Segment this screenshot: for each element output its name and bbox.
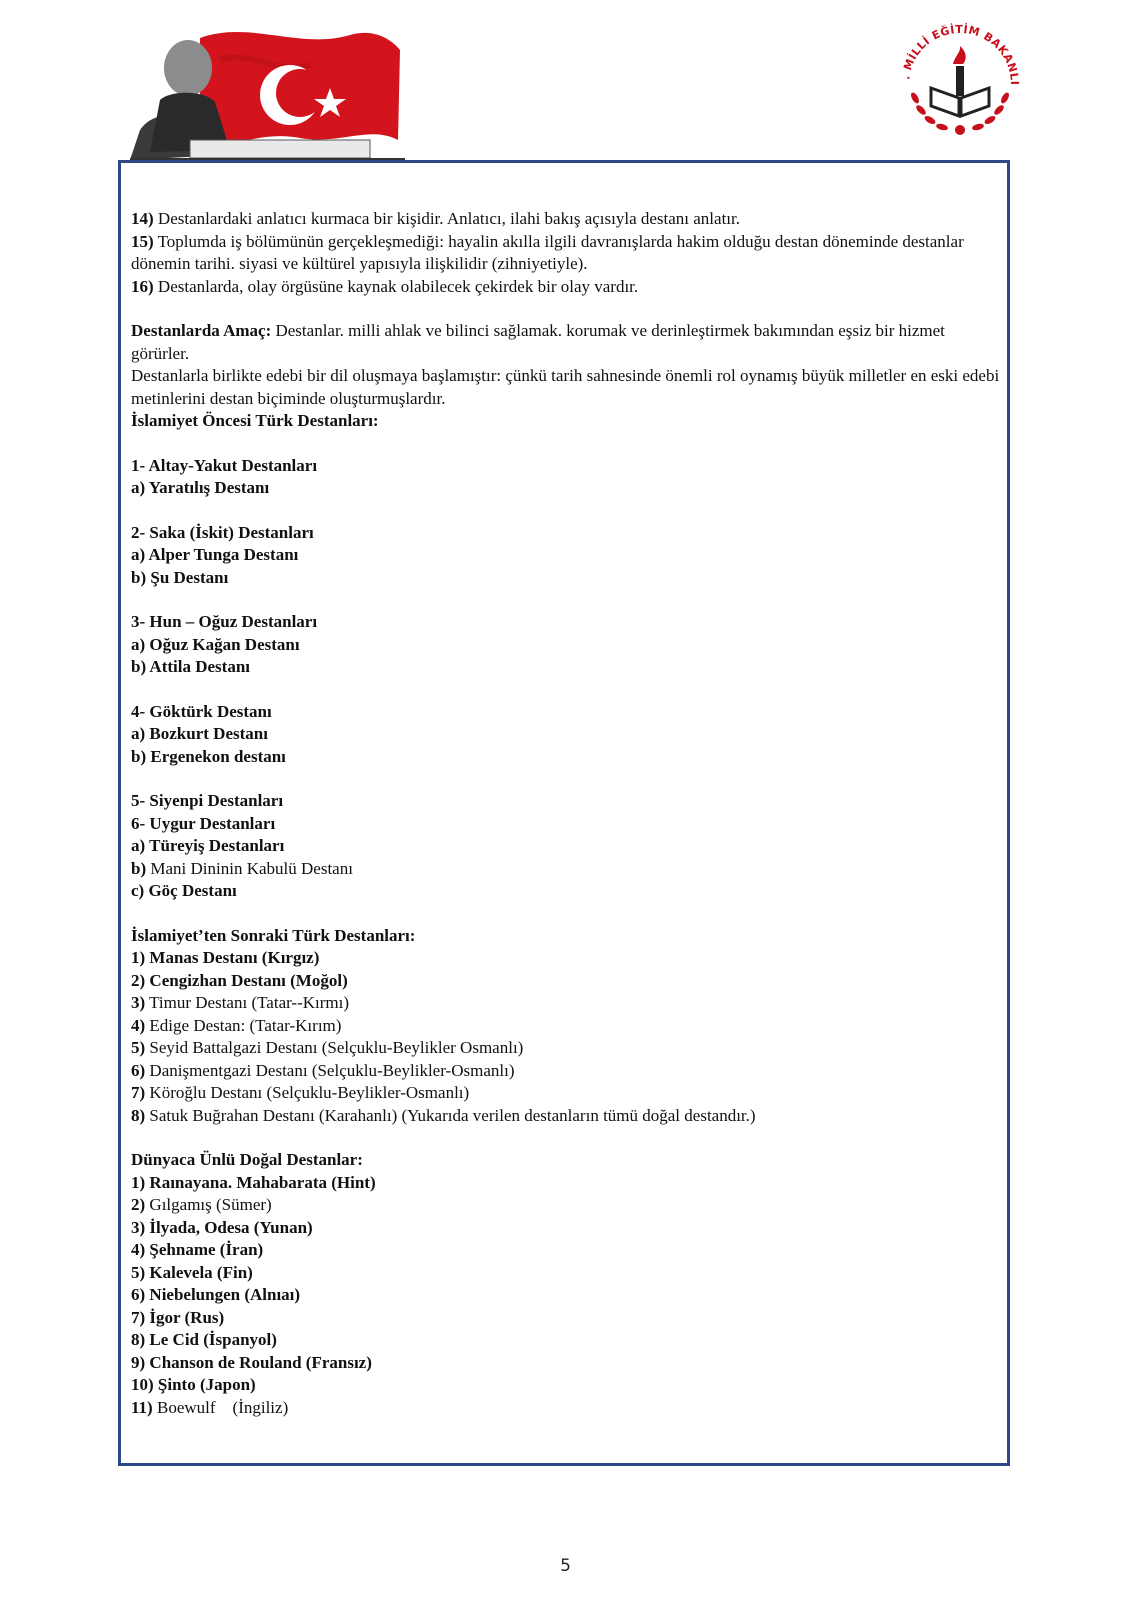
list-item: 7) İgor (Rus): [131, 1307, 225, 1327]
paragraph-15: 15) Toplumda iş bölümünün gerçekleşmediği: hayalin akılla ilgili davranışlarda hakim olduğu destan döneminde destanlar dönemin tarihi. siyasi ve kültürel yapısıyla ilişkilidir (zihniyetiyle).: [131, 231, 964, 273]
list-item: b) Şu Destanı: [131, 567, 229, 587]
list-item: 1) Manas Destanı (Kırgız): [131, 948, 320, 967]
post-islamic-heading: İslamiyet’ten Sonraki Türk Destanları:: [131, 925, 416, 945]
list-item: 8) Satuk Buğrahan Destanı (Karahanlı) (Yukarıda verilen destanların tümü doğal destandır.): [131, 1105, 756, 1125]
list-item: 4) Edige Destan: (Tatar-Kırım): [131, 1015, 342, 1035]
list-item: b) Mani Dininin Kabulü Destanı: [131, 858, 353, 878]
list-item: 1) Raınayana. Mahabarata (Hint): [131, 1172, 376, 1192]
list-item: 2- Saka (İskit) Destanları: [131, 522, 314, 542]
ministry-logo: [895, 18, 1025, 148]
list-item: 2) Cengizhan Destanı (Moğol): [131, 970, 348, 990]
list-item: b) Ergenekon destanı: [131, 746, 286, 766]
list-item: a) Bozkurt Destanı: [131, 724, 268, 743]
list-item: a) Oğuz Kağan Destanı: [131, 634, 300, 654]
list-item: 1- Altay-Yakut Destanları: [131, 455, 318, 475]
list-item: 3- Hun – Oğuz Destanları: [131, 612, 318, 631]
list-item: 7) Köroğlu Destanı (Selçuklu-Beylikler-Osmanlı): [131, 1083, 470, 1102]
list-item: a) Alper Tunga Destanı: [131, 545, 299, 564]
list-item: 6- Uygur Destanları: [131, 813, 276, 833]
list-item: 2) Gılgamış (Sümer): [131, 1195, 272, 1214]
list-item: 4) Şehname (İran): [131, 1240, 264, 1259]
list-item: 3) Timur Destanı (Tatar--Kırmı): [131, 993, 350, 1012]
list-item: 8) Le Cid (İspanyol): [131, 1330, 277, 1349]
list-item: 6) Niebelungen (Alnıaı): [131, 1285, 301, 1304]
list-item: 5) Seyid Battalgazi Destanı (Selçuklu-Beylikler Osmanlı): [131, 1038, 524, 1057]
list-item: 9) Chanson de Rouland (Fransız): [131, 1352, 372, 1372]
list-item: 10) Şinto (Japon): [131, 1375, 256, 1394]
paragraph-14: 14) Destanlardaki anlatıcı kurmaca bir kişidir. Anlatıcı, ilahi bakış açısıyla destanı anlatır.: [131, 209, 740, 228]
list-item: 5) Kalevela (Fin): [131, 1262, 253, 1282]
list-item: a) Türeyiş Destanları: [131, 836, 285, 855]
list-item: 5- Siyenpi Destanları: [131, 791, 284, 810]
list-item: a) Yaratılış Destanı: [131, 478, 270, 497]
list-item: b) Attila Destanı: [131, 657, 250, 676]
list-item: c) Göç Destanı: [131, 881, 237, 900]
literary-language-paragraph: Destanlarla birlikte edebi bir dil oluşmaya başlamıştır: çünkü tarih sahnesinde önemli rol oynamış büyük milletler en eski edebi metinlerini destan biçiminde oluşturmuşlardır.: [131, 366, 1000, 408]
list-item: 4- Göktürk Destanı: [131, 701, 272, 721]
header-flag-image: [130, 20, 405, 160]
list-item: 6) Danişmentgazi Destanı (Selçuklu-Beylikler-Osmanlı): [131, 1060, 515, 1080]
page-number: 5: [560, 1556, 571, 1576]
list-item: 11) Boewulf (İngiliz): [131, 1397, 289, 1417]
world-epics-heading: Dünyaca Ünlü Doğal Destanlar:: [131, 1150, 363, 1169]
paragraph-16: 16) Destanlarda, olay örgüsüne kaynak olabilecek çekirdek bir olay vardır.: [131, 276, 639, 296]
document-body: [131, 208, 1001, 1419]
list-item: 3) İlyada, Odesa (Yunan): [131, 1217, 313, 1237]
svg-text:T.C. MİLLİ EĞİTİM BAKANLIĞI: . MİLLİ EĞİTİM BAKANLI: [899, 22, 1022, 86]
purpose-paragraph: Destanlarda Amaç: Destanlar. milli ahlak ve bilinci sağlamak. korumak ve derinleştirmek bakımından eşsiz bir hizmet görürler.: [131, 321, 945, 363]
pre-islamic-heading: İslamiyet Öncesi Türk Destanları:: [131, 411, 379, 430]
